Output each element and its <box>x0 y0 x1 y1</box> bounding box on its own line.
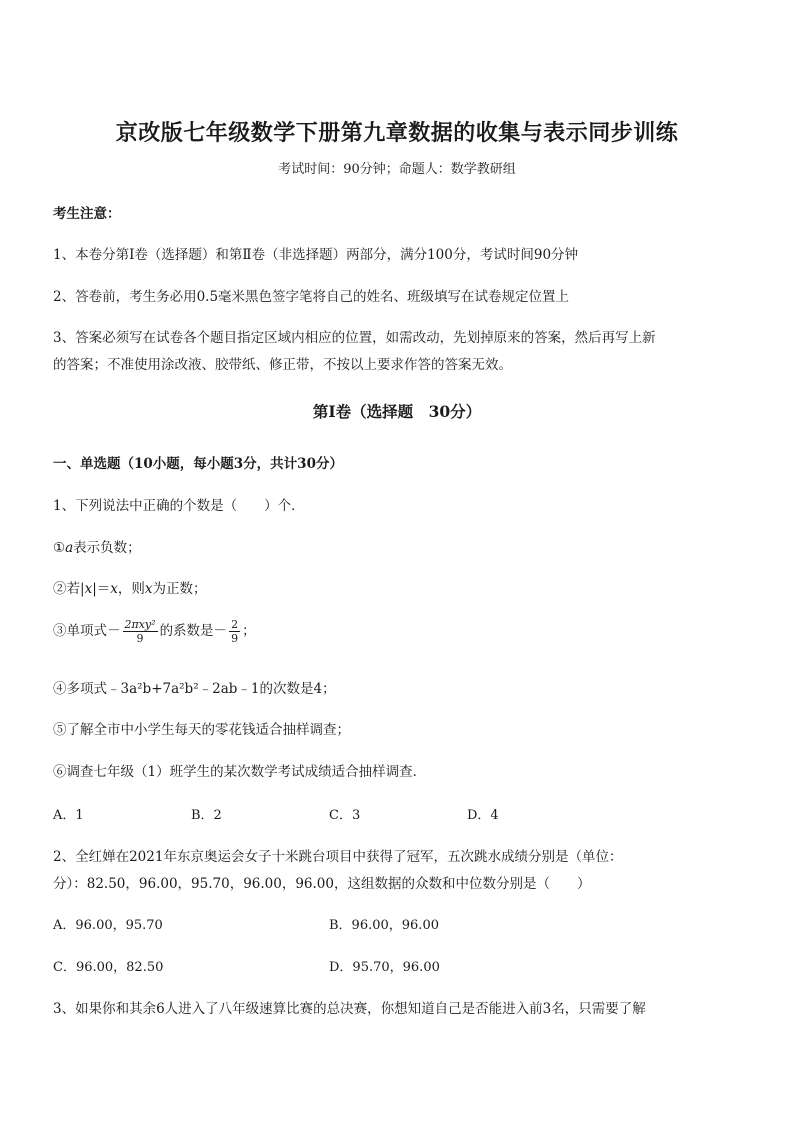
q2-option-c: C．96.00，82.50 <box>53 960 164 975</box>
notice-heading: 考生注意： <box>53 206 121 222</box>
q1-s2-part-c: ，则 <box>117 581 145 597</box>
q3-stem-line-1: 3、如果你和其余6人进入了八年级速算比赛的总决赛，你想知道自己是否能进入前3名，只需要了解 <box>53 1001 646 1017</box>
q1-s3-denominator-1: 9 <box>136 632 144 645</box>
q1-option-c: C．3 <box>329 808 361 823</box>
q1-s2-part-d: 为正数； <box>152 581 207 597</box>
q1-s1-suffix: 表示负数； <box>73 540 141 556</box>
q1-s1-prefix: ① <box>53 540 66 556</box>
q1-s2-x3: x <box>144 581 153 597</box>
q1-s2-part-a: ②若| <box>53 581 85 597</box>
q2-option-a: A．96.00，95.70 <box>53 918 163 933</box>
notice-item-3-cont: 的答案；不准使用涂改液、胶带纸、修正带，不按以上要求作答的答案无效。 <box>53 357 512 373</box>
q2-option-b: B．96.00，96.00 <box>329 918 439 933</box>
q1-s3-part-b: 的系数是－ <box>159 623 228 639</box>
q1-s1-variable: a <box>65 540 74 556</box>
q1-s3-denominator-2: 9 <box>231 632 239 645</box>
q1-stem: 1、下列说法中正确的个数是（ ）个． <box>53 498 305 514</box>
q1-s2-x2: x <box>110 581 118 597</box>
q1-statement-6: ⑥调查七年级（1）班学生的某次数学考试成绩适合抽样调查． <box>53 764 427 780</box>
document-title: 京改版七年级数学下册第九章数据的收集与表示同步训练 <box>115 120 679 146</box>
q1-s3-numerator-1: 2πxy² <box>124 618 156 631</box>
notice-item-1: 1、本卷分第Ⅰ卷（选择题）和第Ⅱ卷（非选择题）两部分，满分100分，考试时间90分钟 <box>53 247 579 263</box>
document-subtitle: 考试时间：90分钟；命题人：数学教研组 <box>278 162 516 177</box>
q1-s3-numerator-2: 2 <box>231 618 239 631</box>
q1-option-b: B．2 <box>191 808 222 823</box>
q1-statement-5: ⑤了解全市中小学生每天的零花钱适合抽样调查； <box>53 722 350 738</box>
q1-s3-fraction-2 <box>229 618 240 645</box>
q1-s3-fraction-1 <box>123 618 158 645</box>
notice-item-3: 3、答案必须写在试卷各个题目指定区域内相应的位置，如需改动，先划掉原来的答案，然后再写上新 <box>53 330 656 346</box>
q1-s3-part-c: ； <box>242 623 256 639</box>
q1-statement-1 <box>53 536 141 556</box>
q1-s2-part-b: |＝ <box>92 581 111 597</box>
q1-statement-4: ④多项式﹣3a²b+7a²b²﹣2ab﹣1的次数是4； <box>53 681 336 697</box>
notice-item-2: 2、答卷前，考生务必用0.5毫米黑色签字笔将自己的姓名、班级填写在试卷规定位置上 <box>53 289 570 305</box>
part-heading: 一、单选题（10小题，每小题3分，共计30分） <box>53 456 343 472</box>
q2-stem-line-1: 2、全红婵在2021年东京奥运会女子十米跳台项目中获得了冠军，五次跳水成绩分别是（单位： <box>53 849 623 865</box>
q1-statement-3 <box>53 618 256 645</box>
q1-statement-2 <box>53 577 207 597</box>
q1-option-a: A．1 <box>53 808 84 823</box>
q1-s3-part-a: ③单项式－ <box>53 623 121 639</box>
q1-s2-x1: x <box>84 581 93 597</box>
section-title: 第Ⅰ卷（选择题 30分） <box>312 402 482 421</box>
q2-option-d: D．95.70，96.00 <box>329 960 440 975</box>
q2-stem-line-2: 分）：82.50，96.00，95.70，96.00，96.00，这组数据的众数和中位数分别是（ ） <box>53 876 591 892</box>
q1-option-d: D．4 <box>467 808 499 823</box>
